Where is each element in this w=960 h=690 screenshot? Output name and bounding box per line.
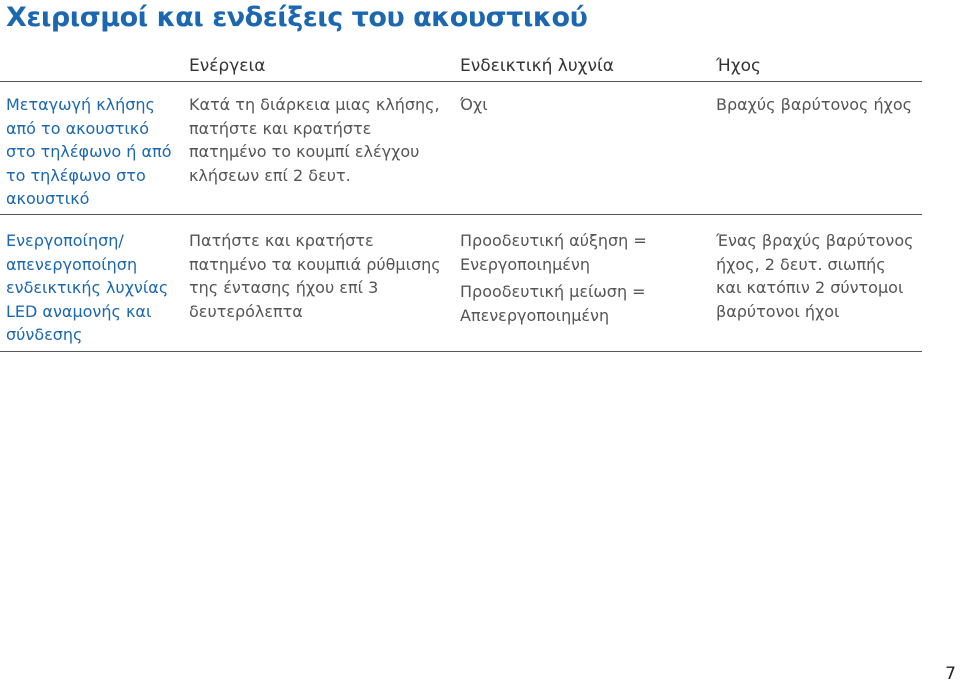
column-header-sound: Ήχος (716, 56, 762, 76)
row-1-label (6, 93, 172, 211)
row-2-indicator-line: Απενεργοποιημένη (460, 305, 610, 325)
row-1-indicator-line: Όχι (460, 95, 488, 114)
row-2-sound-line: και κατόπιν 2 σύντομοι (716, 278, 904, 297)
row-2-indicator-line: Ενεργοποιημένη (460, 254, 590, 274)
row-2-label-line: απενεργοποίηση (6, 254, 138, 274)
page-title: Χειρισμοί και ενδείξεις του ακουστικού (6, 2, 588, 33)
row-2-label-line: LED αναμονής και (6, 301, 152, 321)
column-header-indicator: Ενδεικτική λυχνία (460, 56, 614, 76)
row-2-sound-line: Ένας βραχύς βαρύτονος (716, 231, 914, 250)
row-1-action (189, 93, 440, 187)
row-2-sound-line: βαρύτονοι ήχοι (716, 301, 840, 321)
row-2-action-line: δευτερόλεπτα (189, 301, 303, 321)
row-2-action-line: πατημένο τα κουμπιά ρύθμισης (189, 254, 441, 274)
row-1-label-line: το τηλέφωνο στο (6, 165, 146, 185)
header-rule (0, 81, 922, 82)
row-1-sound (716, 93, 912, 117)
row-2-action-line: Πατήστε και κρατήστε (189, 231, 374, 250)
row-2-action-line: της έντασης ήχου επί 3 (189, 278, 379, 297)
row-2-indicator (460, 229, 647, 327)
row-2-indicator-line: Προοδευτική αύξηση = (460, 231, 647, 250)
row-2-indicator-line: Προοδευτική μείωση = (460, 282, 646, 301)
row-1-action-line: Κατά τη διάρκεια μιας κλήσης, (189, 95, 440, 114)
row-2-action (189, 229, 441, 323)
row-2-label (6, 229, 168, 347)
row-1-indicator (460, 93, 488, 117)
row-1-action-line: πατημένο το κουμπί ελέγχου (189, 142, 420, 161)
row-1-action-line: πατήστε και κρατήστε (189, 118, 372, 138)
row-2-sound-line: ήχος, 2 δευτ. σιωπής (716, 254, 886, 274)
row-1-sound-line: Βραχύς βαρύτονος ήχος (716, 95, 913, 114)
row-1-action-line: κλήσεων επί 2 δευτ. (189, 165, 351, 185)
column-header-action: Ενέργεια (189, 56, 266, 76)
table-bottom-rule (0, 351, 922, 352)
row-2-sound (716, 229, 914, 323)
row-1-label-line: από το ακουστικό (6, 118, 149, 138)
row-2-label-line: σύνδεσης (6, 325, 83, 344)
row-1-label-line: ακουστικό (6, 189, 90, 208)
row-1-label-line: Μεταγωγή κλήσης (6, 95, 155, 114)
row-1-label-line: στο τηλέφωνο ή από (6, 142, 172, 161)
row-divider (0, 214, 922, 215)
row-2-label-line: Ενεργοποίηση/ (6, 231, 124, 250)
page-number: 7 (945, 664, 956, 684)
row-2-label-line: ενδεικτικής λυχνίας (6, 278, 169, 297)
